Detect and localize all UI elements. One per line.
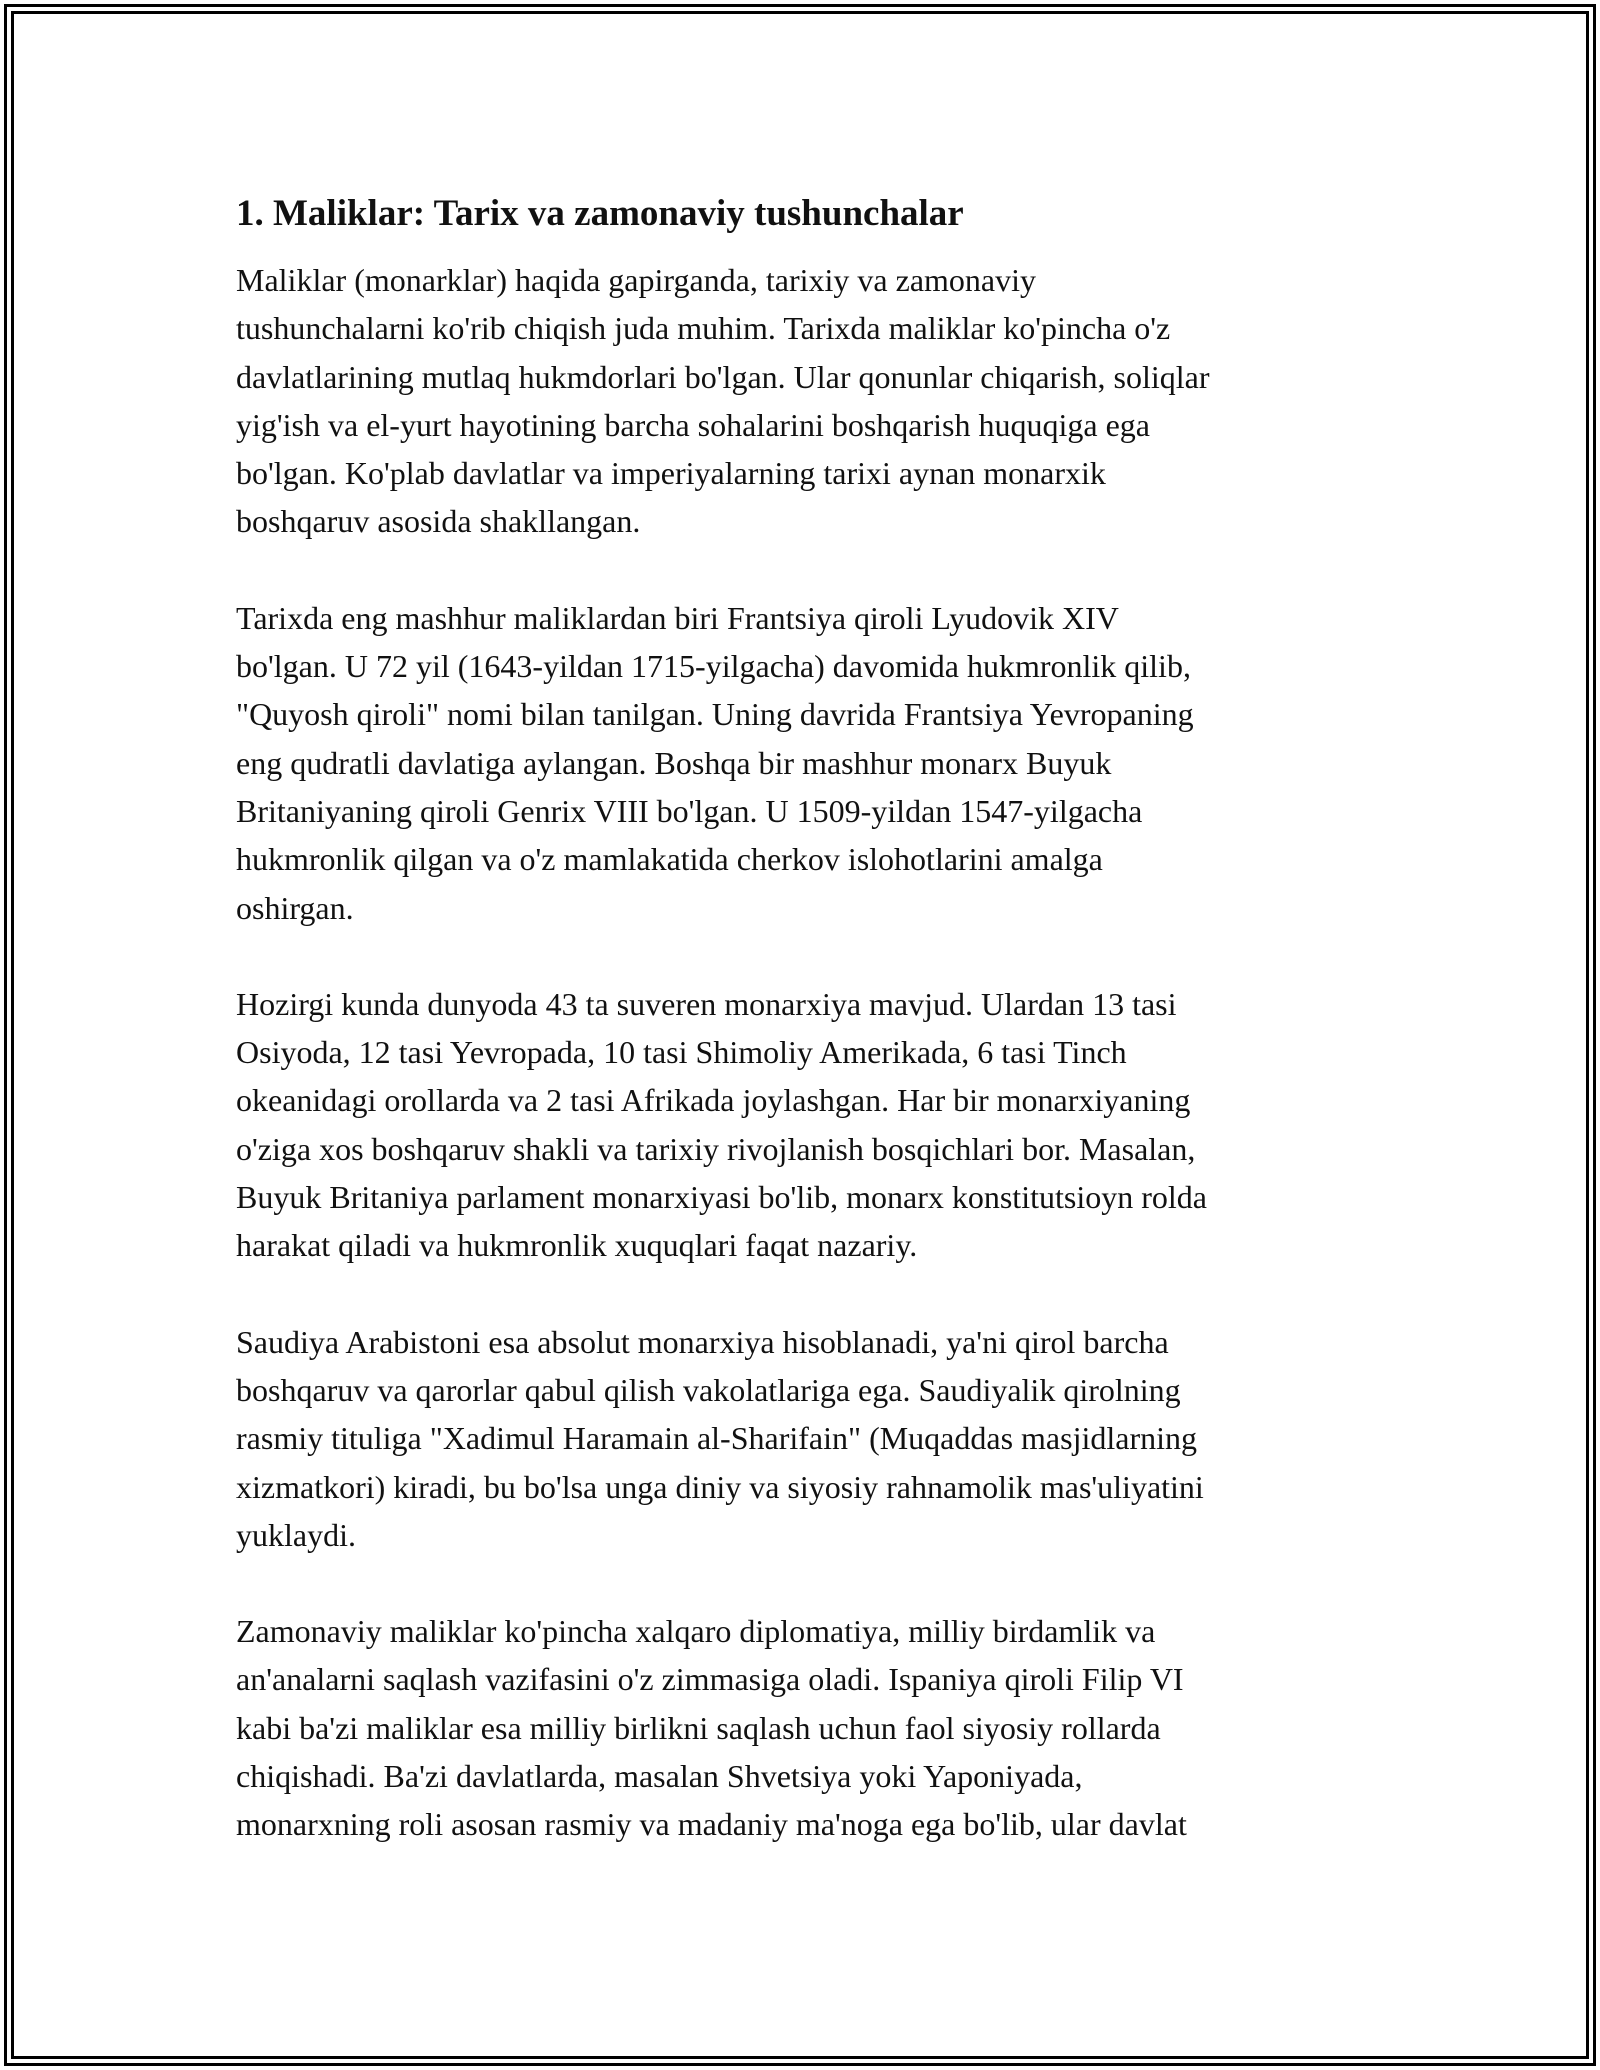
paragraph (236, 1318, 1376, 1559)
text-line: rasmiy tituliga "Xadimul Haramain al-Sharifain" (Muqaddas masjidlarning (236, 1420, 1197, 1457)
text-line: tushunchalarni ko'rib chiqish juda muhim. Tarixda maliklar ko'pincha o'z (236, 310, 1171, 347)
text-line: xizmatkori) kiradi, bu bo'lsa unga diniy va siyosiy rahnamolik mas'uliyatini (236, 1468, 1204, 1505)
text-line: eng qudratli davlatiga aylangan. Boshqa bir mashhur monarx Buyuk (236, 744, 1112, 781)
text-line: "Quyosh qiroli" nomi bilan tanilgan. Uning davrida Frantsiya Yevropaning (236, 696, 1194, 733)
text-line: Buyuk Britaniya parlament monarxiyasi bo'lib, monarx konstitutsioyn rolda (236, 1179, 1207, 1216)
text-line: harakat qiladi va hukmronlik xuquqlari faqat nazariy. (236, 1227, 918, 1264)
text-line: yig'ish va el-yurt hayotining barcha sohalarini boshqarish huquqiga ega (236, 406, 1150, 443)
text-line: o'ziga xos boshqaruv shakli va tarixiy rivojlanish bosqichlari bor. Masalan, (236, 1130, 1196, 1167)
paragraph (236, 256, 1376, 546)
text-line: davlatlarining mutlaq hukmdorlari bo'lgan. Ular qonunlar chiqarish, soliqlar (236, 358, 1210, 395)
text-line: Maliklar (monarklar) haqida gapirganda, tarixiy va zamonaviy (236, 262, 1036, 298)
paragraph (236, 980, 1376, 1270)
text-line: Hozirgi kunda dunyoda 43 ta suveren monarxiya mavjud. Ulardan 13 tasi (236, 985, 1177, 1022)
text-line: Osiyoda, 12 tasi Yevropada, 10 tasi Shimoliy Amerikada, 6 tasi Tinch (236, 1034, 1127, 1071)
paragraph (236, 594, 1376, 932)
text-line: Zamonaviy maliklar ko'pincha xalqaro diplomatiya, milliy birdamlik va (236, 1613, 1156, 1650)
paragraph-list (236, 256, 1376, 1849)
text-line: an'analarni saqlash vazifasini o'z zimmasiga oladi. Ispaniya qiroli Filip VI (236, 1661, 1184, 1698)
text-line: monarxning roli asosan rasmiy va madaniy ma'noga ega bo'lib, ular davlat (236, 1806, 1187, 1843)
text-line: Saudiya Arabistoni esa absolut monarxiya hisoblanadi, ya'ni qirol barcha (236, 1323, 1169, 1360)
section-heading: 1. Maliklar: Tarix va zamonaviy tushunchalar (236, 193, 964, 234)
text-line: yuklaydi. (236, 1516, 356, 1553)
text-line: Britaniyaning qiroli Genrix VIII bo'lgan. U 1509-yildan 1547-yilgacha (236, 792, 1143, 829)
text-line: hukmronlik qilgan va o'z mamlakatida cherkov islohotlarini amalga (236, 841, 1103, 878)
text-line: bo'lgan. U 72 yil (1643-yildan 1715-yilgacha) davomida hukmronlik qilib, (236, 648, 1191, 685)
text-line: oshirgan. (236, 889, 354, 926)
document-body (236, 188, 1376, 1897)
text-line: boshqaruv va qarorlar qabul qilish vakolatlariga ega. Saudiyalik qirolning (236, 1371, 1181, 1408)
text-line: kabi ba'zi maliklar esa milliy birlikni saqlash uchun faol siyosiy rollarda (236, 1709, 1161, 1746)
text-line: okeanidagi orollarda va 2 tasi Afrikada joylashgan. Har bir monarxiyaning (236, 1082, 1191, 1119)
text-line: bo'lgan. Ko'plab davlatlar va imperiyalarning tarixi aynan monarxik (236, 455, 1106, 492)
text-line: chiqishadi. Ba'zi davlatlarda, masalan Shvetsiya yoki Yaponiyada, (236, 1758, 1083, 1795)
text-line: boshqaruv asosida shakllangan. (236, 503, 641, 540)
text-line: Tarixda eng mashhur maliklardan biri Frantsiya qiroli Lyudovik XIV (236, 599, 1119, 636)
paragraph (236, 1607, 1376, 1848)
